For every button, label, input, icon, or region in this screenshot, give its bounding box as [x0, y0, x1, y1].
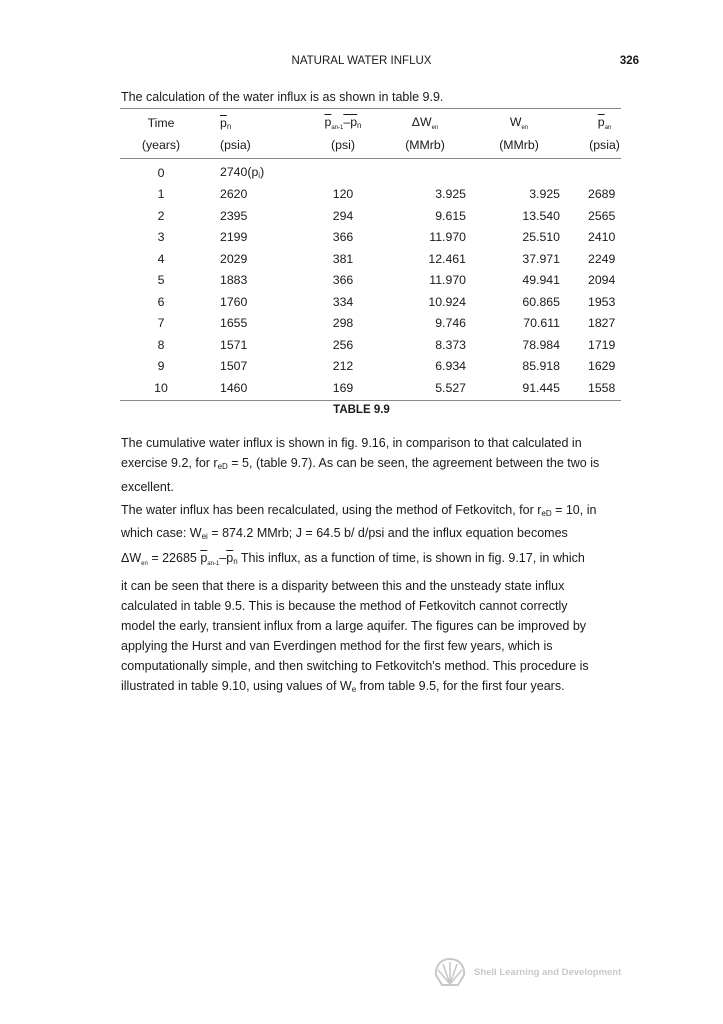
table-row	[120, 184, 621, 206]
cell-pressure: 2395	[220, 208, 248, 223]
cell-pressure-drop: 294	[332, 208, 354, 223]
col-time-header: Time	[147, 116, 175, 130]
table-row	[120, 291, 621, 313]
cell-pressure: 1760	[220, 294, 248, 309]
col-delta-we-unit: (MMrb)	[405, 138, 445, 152]
para2-line9: illustrated in table 9.10, using values of $W_e$ from table 9.5, for the first four years.	[121, 679, 565, 694]
cell-we: 37.971	[522, 251, 560, 266]
cell-pressure: 1655	[220, 316, 248, 331]
cell-delta-we: 6.934	[435, 359, 466, 374]
cell-time: 0	[157, 165, 165, 180]
cell-pressure-drop: 366	[332, 230, 354, 245]
cell-time: 2	[157, 208, 165, 223]
cell-pressure: 2199	[220, 230, 248, 245]
table-top-rule	[120, 108, 621, 109]
table-row	[120, 356, 621, 378]
cell-pressure: 2620	[220, 187, 248, 202]
para2-line5: calculated in table 9.5. This is because the method of Fetkovitch cannot correctly	[121, 599, 568, 613]
cell-delta-we: 11.970	[429, 230, 466, 245]
cell-avg-pressure: 2249	[588, 251, 616, 266]
cell-we: 91.445	[522, 380, 560, 395]
cell-we: 13.540	[522, 208, 560, 223]
para2-line3-equation: $\Delta W_{en} = 22685$ $\overline{p}_{an-1}-\overline{p}_n$ This influx, as a function of time, is shown in fig. 9.17, in which	[121, 551, 585, 567]
cell-pressure: 1460	[220, 380, 248, 395]
col-pa-header: $\overline{p}_{an}$	[597, 115, 612, 131]
shell-logo	[430, 955, 640, 991]
cell-we: 78.984	[522, 337, 560, 352]
cell-we: 25.510	[522, 230, 560, 245]
cell-time: 10	[154, 380, 168, 395]
cell-time: 6	[157, 294, 165, 309]
cell-avg-pressure: 2565	[588, 208, 616, 223]
cell-delta-we: 10.924	[428, 294, 466, 309]
table-row	[120, 334, 621, 356]
shell-logo-icon	[432, 955, 468, 991]
col-we-unit: (MMrb)	[499, 138, 539, 152]
table-row	[120, 205, 621, 227]
para1-line3: excellent.	[121, 480, 174, 494]
intro-text: The calculation of the water influx is as shown in table 9.9.	[121, 90, 444, 104]
cell-avg-pressure: 2094	[588, 273, 616, 288]
col-pn-unit: (psia)	[220, 138, 251, 152]
para2-line8: computationally simple, and then switching to Fetkovitch's method. This procedure is	[121, 659, 589, 673]
logo-text: Shell Learning and Development	[474, 967, 622, 978]
para2-line2: which case: $W_{ei} = 874.2$ MMrb; J = 64.5 b/ d/psi and the influx equation becomes	[121, 526, 568, 541]
col-time-unit: (years)	[141, 138, 181, 152]
cell-delta-we: 12.461	[428, 251, 466, 266]
cell-pressure-drop: 334	[332, 294, 354, 309]
col-pressure-drop-header: $\overline{p}_{an-1}-p_n$	[324, 115, 362, 131]
header-title: NATURAL WATER INFLUX	[291, 55, 432, 67]
table-row	[120, 270, 621, 292]
cell-avg-pressure: 1719	[588, 337, 616, 352]
cell-avg-pressure: 1953	[588, 294, 616, 309]
cell-pressure: 2029	[220, 251, 248, 266]
cell-delta-we: 11.970	[429, 273, 466, 288]
col-pa-unit: (psia)	[589, 138, 620, 152]
cell-delta-we: 3.925	[435, 187, 466, 202]
cell-time: 1	[157, 187, 165, 202]
para2-line1: The water influx has been recalculated, using the method of Fetkovitch, for $r_{eD} = 10$, in	[121, 503, 597, 518]
cell-we: 60.865	[522, 294, 560, 309]
col-we-header: $W_{en}$	[509, 115, 529, 131]
cell-pressure: 1507	[220, 359, 248, 374]
table-caption: TABLE 9.9	[333, 404, 390, 416]
table-header-units	[120, 134, 621, 156]
para2-line6: model the early, transient influx from a large aquifer. The figures can be improved by	[121, 619, 587, 633]
cell-time: 8	[157, 337, 165, 352]
cell-time: 5	[157, 273, 165, 288]
cell-pressure: 1883	[220, 273, 248, 288]
cell-pressure-drop: 120	[332, 187, 354, 202]
table-row	[120, 227, 621, 249]
cell-time: 9	[157, 359, 165, 374]
table-bottom-rule	[120, 400, 621, 401]
table-header-names	[120, 112, 621, 134]
cell-delta-we: 9.615	[435, 208, 466, 223]
cell-avg-pressure: 2410	[588, 230, 616, 245]
cell-avg-pressure: 1827	[588, 316, 616, 331]
cell-time: 7	[157, 316, 165, 331]
table-row	[120, 377, 621, 399]
para1-line1: The cumulative water influx is shown in fig. 9.16, in comparison to that calculated in	[121, 436, 582, 450]
col-pressure-drop-unit: (psi)	[331, 138, 355, 152]
cell-pressure-drop: 169	[332, 380, 354, 395]
para2-line4: it can be seen that there is a disparity between this and the unsteady state influx	[121, 579, 565, 593]
cell-pressure-drop: 212	[332, 359, 354, 374]
cell-delta-we: 8.373	[435, 337, 466, 352]
page-number: 326	[619, 55, 639, 67]
table-row	[120, 248, 621, 270]
cell-time: 3	[157, 230, 165, 245]
para1-line2: exercise 9.2, for $r_{eD} = 5$, (table 9.7). As can be seen, the agreement between the two is	[121, 456, 600, 471]
cell-we: 70.611	[523, 316, 560, 331]
cell-pressure-drop: 381	[332, 251, 354, 266]
table-row-initial	[120, 162, 621, 184]
cell-avg-pressure: 2689	[588, 187, 616, 202]
cell-delta-we: 5.527	[435, 380, 466, 395]
cell-pressure: 1571	[220, 337, 248, 352]
table-9-9	[120, 112, 621, 399]
cell-pressure-drop: 366	[332, 273, 354, 288]
col-delta-we-header: $\Delta W_{en}$	[411, 115, 439, 131]
cell-pressure-drop: 256	[332, 337, 354, 352]
cell-delta-we: 9.746	[435, 316, 466, 331]
para2-line7: applying the Hurst and van Everdingen method for the first few years, which is	[121, 639, 553, 653]
col-pn-header: $\overline{p}_n$	[220, 115, 232, 131]
cell-avg-pressure: 1629	[588, 359, 616, 374]
paragraph-fetkovitch	[121, 500, 641, 700]
table-row	[120, 313, 621, 335]
cell-avg-pressure: 1558	[588, 380, 616, 395]
cell-time: 4	[157, 251, 165, 266]
cell-we: 3.925	[529, 187, 560, 202]
cell-we: 49.941	[522, 273, 560, 288]
cell-we: 85.918	[522, 359, 560, 374]
paragraph-cumulative-influx	[121, 433, 641, 497]
cell-pressure-drop: 298	[332, 316, 354, 331]
cell-initial-pressure: $2740(p_i)$	[220, 165, 265, 181]
